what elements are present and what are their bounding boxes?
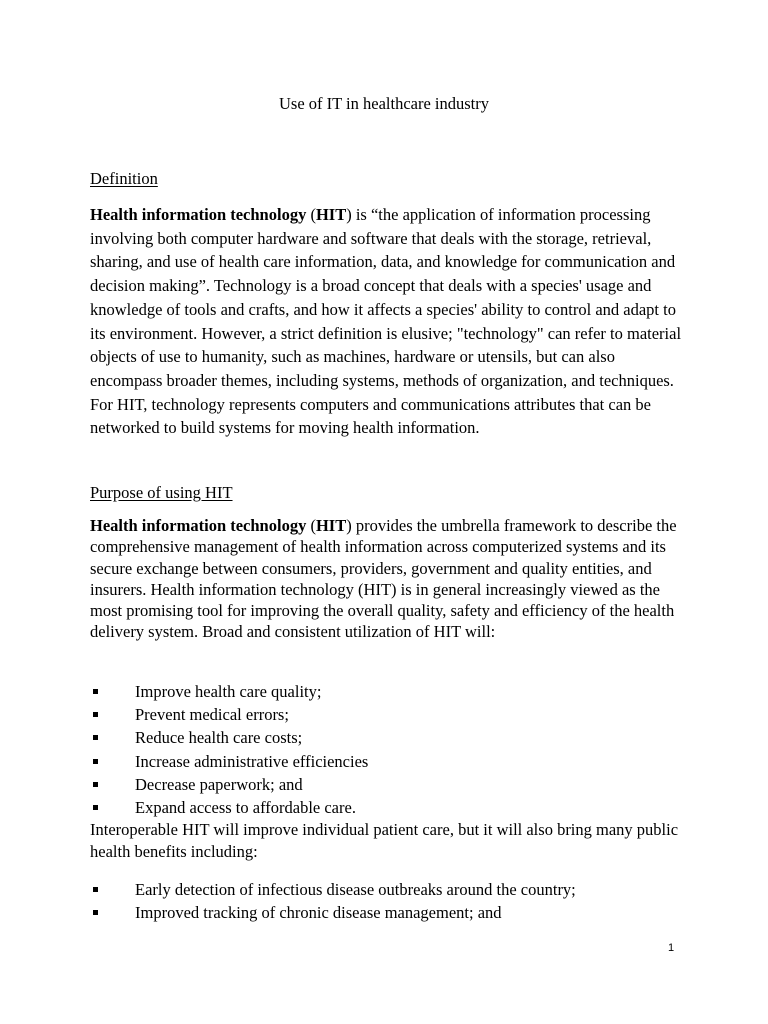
list-item: Increase administrative efficiencies xyxy=(90,750,690,773)
purpose-term-abbrev: HIT xyxy=(315,516,347,535)
page-number: 1 xyxy=(668,942,675,954)
list-item: Prevent medical errors; xyxy=(90,703,690,726)
list-item: Improve health care quality; xyxy=(90,680,690,703)
bullet-square-icon xyxy=(93,782,98,787)
purpose-heading: Purpose of using HIT xyxy=(90,483,233,502)
bullet-square-icon xyxy=(93,887,98,892)
list-item: Decrease paperwork; and xyxy=(90,773,690,796)
bullet-square-icon xyxy=(93,689,98,694)
definition-term: Health information technology xyxy=(90,205,307,224)
bullet-square-icon xyxy=(93,735,98,740)
public-health-list xyxy=(90,878,690,924)
list-item: Early detection of infectious disease outbreaks around the country; xyxy=(90,878,690,901)
benefits-list xyxy=(90,680,690,819)
bullet-square-icon xyxy=(93,910,98,915)
interoperable-paragraph: Interoperable HIT will improve individual patient care, but it will also bring many public health benefits including: xyxy=(90,820,679,861)
document-title: Use of IT in healthcare industry xyxy=(278,94,489,113)
purpose-paragraph: Health information technology (HIT) provides the umbrella framework to describe the comprehensive management of health information across computerized systems and its secure exchange between consumers, providers, government and quality entities, and insurers. Health information technology (HIT) is in general increasingly viewed as the most promising tool for improving the overall quality, safety and efficiency of the health delivery system. Broad and consistent utilization of HIT will: xyxy=(90,516,677,642)
list-item: Expand access to affordable care. xyxy=(90,796,690,819)
definition-heading: Definition xyxy=(90,169,158,188)
bullet-square-icon xyxy=(93,805,98,810)
purpose-term: Health information technology xyxy=(90,516,307,535)
definition-term-abbrev: HIT xyxy=(315,205,347,224)
definition-text: is “the application of information processing involving both computer hardware and software that deals with the storage, retrieval, sharing, and use of health care information, data, and knowledge for communication and decision making”. Technology is a broad concept that deals with a species' usage and knowledge of tools and crafts, and how it affects a species' ability to control and adapt to its environment. However, a strict definition is elusive; "technology" can refer to material objects of use to humanity, such as machines, hardware or utensils, but can also encompass broader themes, including systems, methods of organization, and techniques. For HIT, technology represents computers and communications attributes that can be networked to build systems for moving health information. xyxy=(90,205,682,438)
list-item: Reduce health care costs; xyxy=(90,726,690,749)
definition-paragraph: Health information technology (HIT) is “the application of information processing involving both computer hardware and software that deals with the storage, retrieval, sharing, and use of health care information, data, and knowledge for communication and decision making”. Technology is a broad concept that deals with a species' usage and knowledge of tools and crafts, and how it affects a species' ability to control and adapt to its environment. However, a strict definition is elusive; "technology" can refer to material objects of use to humanity, such as machines, hardware or utensils, but can also encompass broader themes, including systems, methods of organization, and techniques. For HIT, technology represents computers and communications attributes that can be networked to build systems for moving health information. xyxy=(90,205,682,438)
bullet-square-icon xyxy=(93,712,98,717)
list-item: Improved tracking of chronic disease management; and xyxy=(90,901,690,924)
bullet-square-icon xyxy=(93,759,98,764)
purpose-text: provides the umbrella framework to describe the comprehensive management of health information across computerized systems and its secure exchange between consumers, providers, government and quality entities, and insurers. Health information technology (HIT) is in general increasingly viewed as the most promising tool for improving the overall quality, safety and efficiency of the health delivery system. Broad and consistent utilization of HIT will: xyxy=(90,516,677,642)
